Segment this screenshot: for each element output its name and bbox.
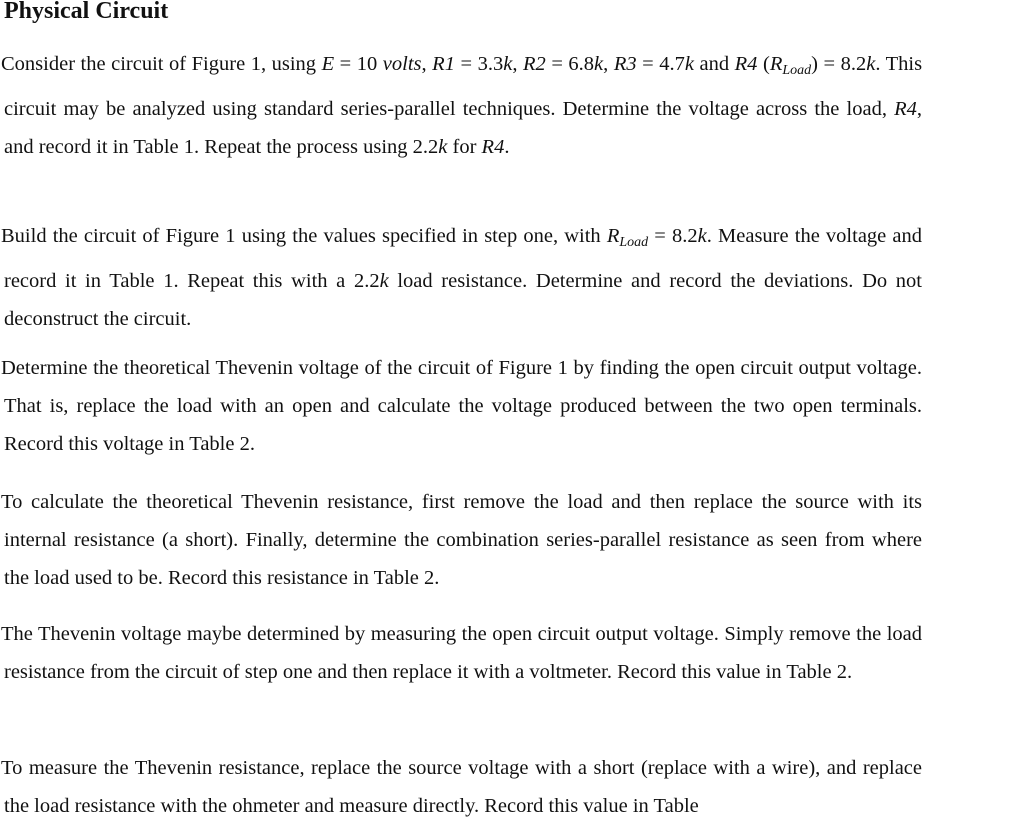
math-symbol: R4	[481, 136, 505, 158]
text-run: , using	[260, 53, 322, 75]
math-value: = 8.2	[648, 225, 698, 247]
text-run: To calculate the theoretical Thevenin resistance, first remove the load and then replace the source with its internal resistance (a short). Finally, determine the combination series-parallel resistance as seen from where the load used to be. Record this resistance in Table	[1, 491, 922, 589]
math-paren: )	[811, 53, 818, 75]
table-ref: 1	[163, 270, 174, 292]
step-one-paragraph	[1, 45, 923, 166]
math-value: = 3.3	[454, 53, 504, 75]
math-subscript: Load	[619, 235, 649, 250]
math-value: = 4.7	[636, 53, 685, 75]
figure-ref: 1	[557, 357, 568, 379]
text-run: The Thevenin voltage maybe determined by measuring the open circuit output voltage. Simply remove the load resistance from the circuit of step one and then replace it with a voltmeter. Record this value in Table	[1, 623, 922, 683]
math-symbol: R1	[432, 53, 455, 75]
math-symbol: R	[769, 53, 783, 75]
text-run: .	[504, 136, 510, 158]
text-run: ,	[512, 53, 523, 75]
table-ref: 1	[183, 136, 195, 158]
math-unit: k	[697, 225, 707, 247]
text-run: To measure the Thevenin resistance, replace the source voltage with a short (replace with a wire), and replace the load resistance with the ohmeter and measure directly. Record this value in Table	[1, 757, 922, 817]
page-title: Physical Circuit	[4, 0, 169, 24]
math-symbol: E	[321, 53, 335, 75]
math-unit: volts	[382, 53, 422, 75]
step-five-paragraph	[1, 615, 922, 691]
text-run: using the values specified in step one, with	[235, 225, 607, 247]
step-two-paragraph	[1, 217, 923, 338]
text-run: . Repeat this with a	[173, 270, 354, 292]
step-three-paragraph	[1, 349, 922, 463]
text-run: , and record it in Table	[4, 98, 922, 158]
math-subscript: Load	[782, 63, 812, 78]
text-run: Consider the circuit of Figure	[1, 53, 251, 75]
math-symbol: R4	[734, 53, 758, 75]
step-six-paragraph	[1, 749, 922, 825]
math-symbol: R2	[523, 53, 546, 75]
math-paren: (	[757, 53, 770, 75]
math-value: 2.2	[412, 136, 439, 158]
math-value: = 8.2	[817, 53, 867, 75]
math-value: = 6.8	[545, 53, 595, 75]
math-unit: k	[594, 53, 604, 75]
table-ref: 2	[424, 567, 435, 589]
math-unit: k	[503, 53, 513, 75]
table-ref: 2	[836, 661, 847, 683]
math-unit: k	[438, 136, 448, 158]
text-run: Determine the theoretical Thevenin voltage of the circuit of Figure	[1, 357, 558, 379]
math-symbol: R4	[894, 98, 917, 120]
figure-ref: 1	[225, 225, 236, 247]
text-run: ,	[603, 53, 614, 75]
text-run: .	[846, 661, 853, 683]
text-run: . Measure the voltage and record it in Table	[4, 225, 923, 292]
figure-ref: 1	[250, 53, 261, 75]
text-run: ,	[421, 53, 433, 75]
math-unit: k	[866, 53, 876, 75]
text-run: .	[249, 433, 255, 455]
math-value: = 10	[334, 53, 383, 75]
text-run: .	[434, 567, 440, 589]
text-run: and	[693, 53, 735, 75]
text-run: . This circuit may be analyzed using standard series-parallel techniques. Determine the voltage across the load,	[4, 53, 923, 120]
text-run: Build the circuit of Figure	[1, 225, 226, 247]
math-value: 2.2	[353, 270, 380, 292]
text-run: for	[447, 136, 482, 158]
math-unit: k	[379, 270, 389, 292]
text-run: . Repeat the process using	[194, 136, 413, 158]
text-run: load resistance. Determine and record the deviations. Do not deconstruct the circuit.	[4, 270, 922, 330]
math-unit: k	[684, 53, 694, 75]
math-symbol: R3	[613, 53, 637, 75]
math-symbol: R	[606, 225, 620, 247]
text-run: by finding the open circuit output voltage. That is, replace the load with an open and calculate the voltage produced between the two open terminals. Record this voltage in Table	[4, 357, 922, 455]
step-four-paragraph	[1, 483, 922, 597]
table-ref: 2	[239, 433, 250, 455]
